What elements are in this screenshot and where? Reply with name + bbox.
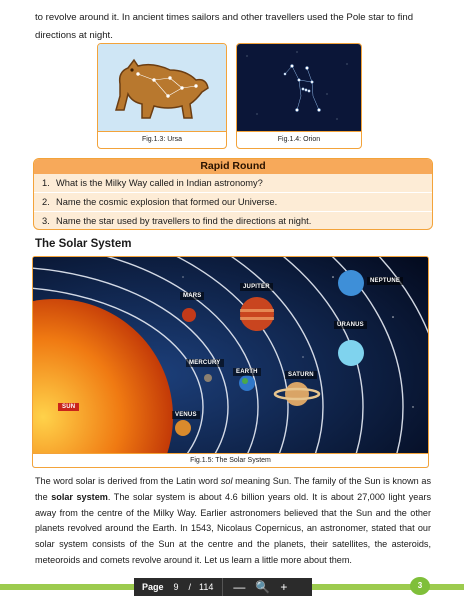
question-text: Name the star used by travellers to find the directions at night. [56, 216, 312, 226]
para-italic-sol: sol [220, 476, 233, 486]
label-jupiter: JUPITER [240, 283, 273, 291]
solar-system-illustration [33, 257, 428, 453]
figure-ursa [97, 43, 227, 149]
para-text: meaning Sun. The family of the Sun is known as the [35, 476, 431, 502]
label-mercury: MERCURY [186, 359, 224, 367]
para-text: The word solar is derived from the Latin word [35, 476, 221, 486]
rapid-round-title: Rapid Round [34, 159, 432, 174]
divider [222, 578, 223, 596]
page-label: Page [142, 582, 164, 592]
label-sun: SUN [58, 403, 79, 411]
page-separator: / [188, 582, 192, 592]
question-number: 1. [42, 178, 50, 188]
solar-system-paragraph [35, 474, 431, 569]
figure-caption: Fig.1.3: Ursa [98, 131, 226, 148]
figure-caption: Fig.1.4: Orion [237, 131, 361, 148]
para-bold-term: solar system [51, 491, 108, 502]
zoom-icon[interactable]: 🔍 [255, 580, 271, 594]
zoom-in-button[interactable]: + [280, 580, 288, 594]
current-page-input[interactable]: 9 [173, 582, 179, 592]
label-uranus: URANUS [334, 321, 367, 329]
question-item [34, 192, 432, 211]
figure-caption: Fig.1.5: The Solar System [33, 453, 428, 467]
label-neptune: NEPTUNE [367, 277, 403, 285]
page-navigator [134, 578, 312, 596]
question-number: 3. [42, 216, 50, 226]
zoom-out-button[interactable]: — [233, 580, 246, 594]
total-pages: 114 [199, 582, 214, 592]
label-mars: MARS [180, 292, 204, 300]
rapid-round-questions [34, 174, 432, 230]
section-heading: The Solar System [35, 238, 132, 250]
question-text: What is the Milky Way called in Indian astronomy? [56, 178, 263, 188]
ursa-illustration [98, 44, 226, 131]
question-number: 2. [42, 197, 50, 207]
intro-text: to revolve around it. In ancient times sailors and other travellers used the Pole star to find directions at night. [35, 12, 414, 41]
figure-orion [236, 43, 362, 149]
question-item [34, 211, 432, 230]
rapid-round-box [33, 158, 433, 230]
orion-illustration [237, 44, 361, 131]
label-saturn: SATURN [285, 371, 317, 379]
question-item [34, 174, 432, 192]
solar-system-figure [32, 256, 429, 468]
question-text: Name the cosmic explosion that formed our Universe. [56, 197, 278, 207]
page-number-badge: 3 [410, 577, 430, 595]
label-earth: EARTH [233, 368, 261, 376]
label-venus: VENUS [172, 411, 200, 419]
para-text: . The solar system is about 4.6 billion years old. It is about 27,000 light years away from the centre of the Milky Way. Earlier astronomers believed that the Sun and the other planets revolved around the Earth. In 1543, Nicolaus Copernicus, an astronomer, stated that our solar system consists of the Sun at the centre and the planets, their satellites, the asteroids, meteoroids and comets revolve around it. Let us learn a little more about them. [35, 491, 431, 565]
